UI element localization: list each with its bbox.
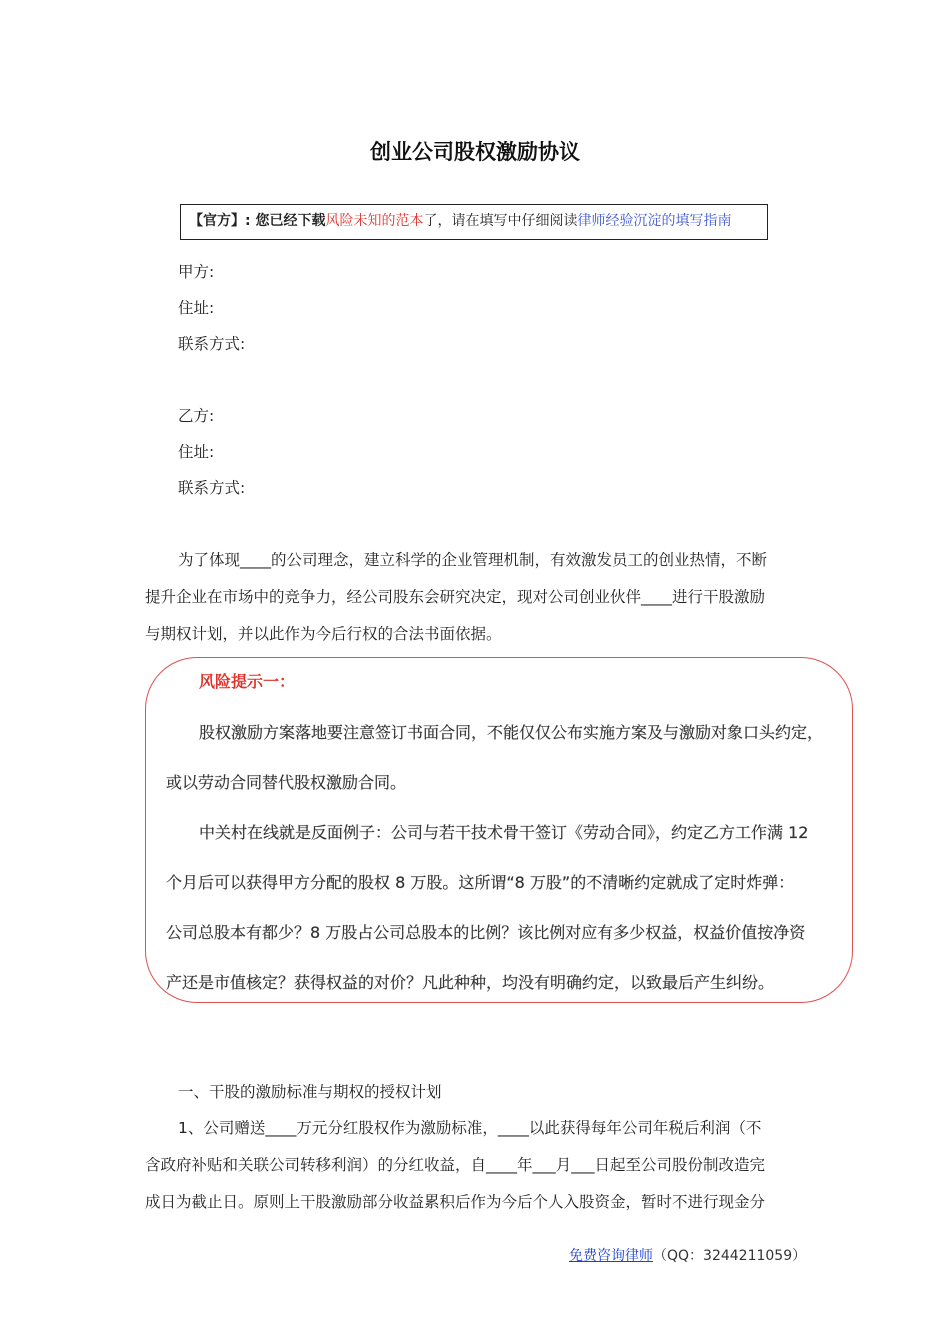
risk-tip-line-1: 股权激励方案落地要注意签订书面合同，不能仅仅公布实施方案及与激励对象口头约定，: [199, 723, 824, 742]
party-a-name-label: 甲方:: [178, 263, 215, 281]
section-1-heading: 一、干股的激励标准与期权的授权计划: [178, 1083, 442, 1101]
risk-tip-line-6: 产还是市值核定？获得权益的对价？凡此种种，均没有明确约定，以致最后产生纠纷。: [166, 973, 775, 992]
risk-tip-title: 风险提示一：: [199, 672, 296, 691]
lawyer-guide-link[interactable]: 律师经验沉淀的填写指南: [577, 213, 732, 229]
section-1-line-1: 1、公司赠送____万元分红股权作为激励标准，____以此获得每年公司年税后利润（不: [178, 1119, 762, 1137]
risk-tip-line-5: 公司总股本有都少？8 万股占公司总股本的比例？该比例对应有多少权益，权益价值按净资: [166, 923, 806, 942]
section-1-line-2: 含政府补贴和关联公司转移利润）的分红收益，自____年___月___日起至公司股份制改造完: [145, 1156, 766, 1174]
section-1-line-3: 成日为截止日。原则上干股激励部分收益累积后作为今后个人入股资金，暂时不进行现金分: [145, 1193, 766, 1211]
notice-middle-text: 了，请在填写中仔细阅读: [423, 213, 578, 229]
party-a-contact-label: 联系方式:: [178, 335, 246, 353]
risk-tip-line-2: 或以劳动合同替代股权激励合同。: [166, 773, 407, 792]
risk-unknown-template-link[interactable]: 风险未知的范本: [325, 213, 424, 229]
party-b-contact-label: 联系方式:: [178, 479, 246, 497]
party-a-address-label: 住址:: [178, 299, 215, 317]
download-notice-banner: [180, 204, 768, 240]
document-title: 创业公司股权激励协议: [370, 140, 580, 164]
intro-line-3: 与期权计划，并以此作为今后行权的合法书面依据。: [145, 625, 502, 643]
footer-qq-contact: （QQ：3244211059）: [653, 1248, 807, 1264]
notice-prefix: 【官方】: 您已经下载: [189, 213, 326, 229]
intro-line-2: 提升企业在市场中的竞争力，经公司股东会研究决定，现对公司创业伙伴____进行干股激励: [145, 588, 766, 606]
party-b-address-label: 住址:: [178, 443, 215, 461]
party-b-name-label: 乙方:: [178, 407, 215, 425]
risk-tip-line-3: 中关村在线就是反面例子：公司与若干技术骨干签订《劳动合同》，约定乙方工作满 12: [199, 823, 809, 842]
footer-consult: [569, 1245, 806, 1265]
risk-tip-line-4: 个月后可以获得甲方分配的股权 8 万股。这所谓“8 万股”的不清晰约定就成了定时炸弹：: [166, 873, 795, 892]
intro-line-1: 为了体现____的公司理念，建立科学的企业管理机制，有效激发员工的创业热情，不断: [178, 551, 768, 569]
free-consult-lawyer-link[interactable]: 免费咨询律师: [569, 1248, 653, 1264]
